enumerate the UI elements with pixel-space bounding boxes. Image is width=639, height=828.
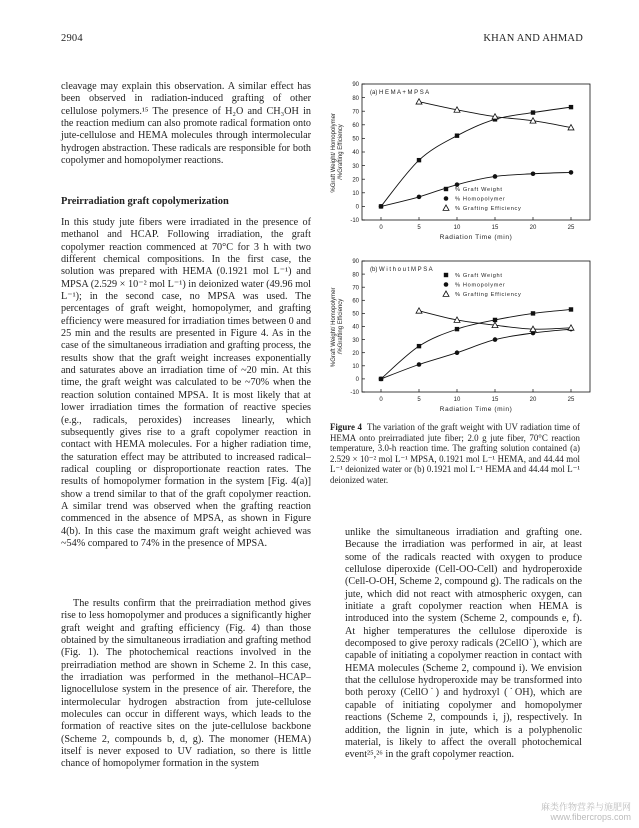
y-tick-label: 0 — [355, 377, 359, 384]
x-tick-label: 10 — [453, 397, 461, 403]
left-paragraph-2: In this study jute fibers were irradiated in the presence of methanol and HCAP. Following irradiation, the graft copolymer reaction commenced at 70°C for 3 h with two different chemical compositions. In the first case, the solution was prepared with HEMA (0.1921 mol L⁻¹) and MPSA (2.529 × 10⁻² mol L⁻¹) in deionized water (49.96 mol L⁻¹); in the second case, no MPSA was used. The percentages of graft weight, homopolymer, and grafting efficiency were measured for irradiation times between 0 and 25 min and the results are presented in Figure 4. As in the case of the simultaneous irradiation and grafting process, the results show that the graft weight increases exponentially and saturates above an irradiation time of ~20 min. At this time, the graft weight was calculated to be ~70% when the reaction solution contained MPSA. It is most likely that at lower irradiation times the formation of reactive species (e.g., radicals, peroxides) increases linearly, which subsequently gives rise to a graft copolymer reaction in contact with HEMA molecules. For a higher radiation time, the saturation effect may be attributed to increased radical–radical coupling or disproportionate reaction rates. The results of homopolymer formation in the system [Fig. 4(a)] show a trend similar to that of the graft copolymer reaction. A similar trend was observed when the grafting reaction commenced in the absence of MPSA, as shown in Figure 4(b). In this case the maximum graft weight achieved was ~54% compared to 74% in the presence of MPSA. — [61, 217, 311, 549]
data-point — [379, 204, 384, 209]
y-tick-label: -10 — [350, 390, 359, 397]
y-tick-label: 40 — [352, 150, 359, 157]
y-tick-label: 10 — [352, 191, 359, 197]
y-tick-label: 20 — [352, 177, 359, 184]
data-point — [531, 110, 535, 114]
data-point — [569, 170, 574, 175]
x-tick-label: 25 — [567, 397, 575, 403]
figure-4a-chart — [326, 80, 594, 248]
y-tick-label: 70 — [352, 285, 359, 292]
y-tick-label: 80 — [352, 95, 359, 102]
figure-caption-text: The variation of the graft weight with UV radiation time of HEMA onto preirradiated jute fiber; 2.0 g jute fiber, 70°C reaction temperature, 3.0-h reaction time. The grafting solution contained (a) 2.529 × 10⁻² mol L⁻¹ MPSA, 0.1921 mol L⁻¹ HEMA, and 44.44 mol L⁻¹ deionized water or (b) 0.1921 mol L⁻¹ HEMA and 44.44 mol L⁻¹ deionized water. — [330, 422, 580, 485]
y-tick-label: 70 — [352, 109, 359, 116]
x-tick-label: 0 — [379, 397, 383, 403]
y-tick-label: 60 — [352, 298, 359, 305]
y-tick-label: 20 — [352, 350, 359, 357]
x-tick-label: 5 — [417, 397, 421, 403]
legend-label: % Homopolymer — [455, 282, 506, 289]
x-axis-label: Radiation Time (min) — [439, 234, 513, 241]
data-point — [417, 195, 422, 200]
y-tick-label: 80 — [352, 272, 359, 279]
data-point — [493, 174, 498, 179]
watermark-line-2: www.fibercrops.com — [550, 812, 631, 822]
panel-label: (a) H E M A + M P S A — [370, 90, 430, 96]
data-point — [569, 307, 573, 311]
y-tick-label: 60 — [352, 123, 359, 129]
x-tick-label: 25 — [567, 225, 575, 231]
y-tick-label: 40 — [352, 324, 359, 331]
data-point — [531, 171, 536, 176]
y-tick-label: 90 — [352, 82, 359, 89]
legend-label: % Graft Weight — [455, 187, 503, 193]
figure-4b-chart — [326, 257, 594, 419]
x-tick-label: 10 — [453, 225, 461, 231]
y-tick-label: 50 — [352, 311, 359, 318]
section-heading: Preirradiation graft copolymerization — [61, 196, 229, 207]
plot-frame — [362, 261, 590, 392]
data-point — [531, 311, 535, 315]
x-axis-label: Radiation Time (min) — [439, 406, 513, 413]
y-tick-label: 90 — [352, 259, 359, 266]
figure-caption — [330, 422, 580, 485]
legend-label: % Grafting Efficiency — [455, 292, 522, 298]
data-point — [455, 133, 459, 137]
x-tick-label: 20 — [529, 397, 537, 403]
y-axis-label: %Graft Weight/ Homopolymer /%Grafting Efficiency — [331, 111, 344, 193]
legend-marker — [444, 282, 449, 287]
data-point — [455, 327, 459, 331]
data-point — [569, 105, 573, 109]
right-paragraph-1: unlike the simultaneous irradiation and grafting one. Because the irradiation was performed in air, at least some of the radicals reacted with oxygen to produce cellulose diperoxide (Cell-OO-Cell) and hydroperoxide (Cell-O-OH, Scheme 2, compound g). The radicals on the jute, which did not react with atmospheric oxygen, can initiate a graft copolymer reaction when HEMA is introduced into the system (Scheme 2, compounds e, f). At higher temperatures the cellulose diperoxide is decomposed to give peroxy radicals (2CellO˙), which are capable of initiating a copolymer reaction in contact with HEMA molecules (Scheme 2, compound i). We envision that the cellulose hydroperoxide may be transformed into both peroxy (CellO˙) and hydroxyl (˙OH), which are capable of initiating copolymer and homopolymer reactions (Scheme 2, compounds i, j), respectively. In addition, the lignin in jute, which is a polyphenolic material, is likely to affect the overall photochemical event²⁵,²⁶ in the graft copolymer reaction. — [345, 527, 582, 761]
y-tick-label: 30 — [352, 163, 359, 170]
data-point — [417, 362, 422, 367]
x-tick-label: 15 — [491, 225, 499, 231]
series-line — [381, 329, 571, 379]
legend-marker — [443, 291, 449, 296]
data-point — [493, 337, 498, 342]
legend-label: % Graft Weight — [455, 273, 503, 279]
data-point — [416, 99, 422, 104]
figure-caption-label: Figure 4 — [330, 422, 362, 432]
watermark — [541, 802, 631, 822]
data-point — [417, 158, 421, 162]
data-point — [416, 308, 422, 313]
y-axis-label: %Graft Weight/ Homopolymer /%Grafting Efficiency — [331, 285, 344, 368]
y-tick-label: 50 — [352, 136, 359, 143]
x-tick-label: 20 — [529, 225, 537, 231]
x-tick-label: 0 — [379, 225, 383, 231]
page-number: 2904 — [61, 33, 83, 44]
legend-label: % Homopolymer — [455, 196, 506, 203]
y-tick-label: 30 — [352, 337, 359, 344]
legend-label: % Grafting Efficiency — [455, 206, 522, 212]
watermark-line-1: 麻类作物营养与施肥网 — [540, 802, 631, 812]
running-header-authors: KHAN AND AHMAD — [483, 33, 583, 44]
y-tick-label: -10 — [350, 218, 359, 225]
data-point — [417, 344, 421, 348]
y-tick-label: 10 — [352, 364, 359, 370]
data-point — [379, 377, 384, 382]
left-paragraph-3: The results confirm that the preirradiation method gives rise to less homopolymer and produces a significantly higher graft weight and grafting efficiency (Fig. 4) than those obtained by the simultaneous irradiation and grafting method (Fig. 1). The photochemical reactions involved in the preirradiation method are shown in Scheme 2. In this case, the irradiation was performed in the methanol–HCAP–lignocellulose system in the presence of air. Therefore, the intermolecular hydrogen abstraction from jute-cellulose molecules can occur in different ways, which leads to the formation of reactive sites on the jute-cellulose backbone (Scheme 2, compounds b, d, g). The monomer (HEMA) itself is never exposed to UV radiation, so there is little chance of homopolymer formation in the system — [61, 598, 311, 770]
x-tick-label: 15 — [491, 397, 499, 403]
legend-marker — [444, 273, 448, 277]
series-line — [381, 309, 571, 378]
y-tick-label: 0 — [355, 204, 359, 211]
x-tick-label: 5 — [417, 225, 421, 231]
legend-marker — [443, 205, 449, 210]
panel-label: (b) W i t h o u t M P S A — [370, 267, 433, 273]
data-point — [455, 182, 460, 187]
left-paragraph-1: cleavage may explain this observation. A similar effect has been observed in radiation-induced grafting of other cellulose polymers.¹⁵ The presence of H₂O and CH₃OH in the reaction medium can also promote radical formation onto jute-cellulose and HEMA molecules through intermolecular hydrogen abstraction. These radicals are responsible for both copolymer and homopolymer reactions. — [61, 81, 311, 167]
data-point — [455, 350, 460, 355]
legend-marker — [444, 196, 449, 201]
